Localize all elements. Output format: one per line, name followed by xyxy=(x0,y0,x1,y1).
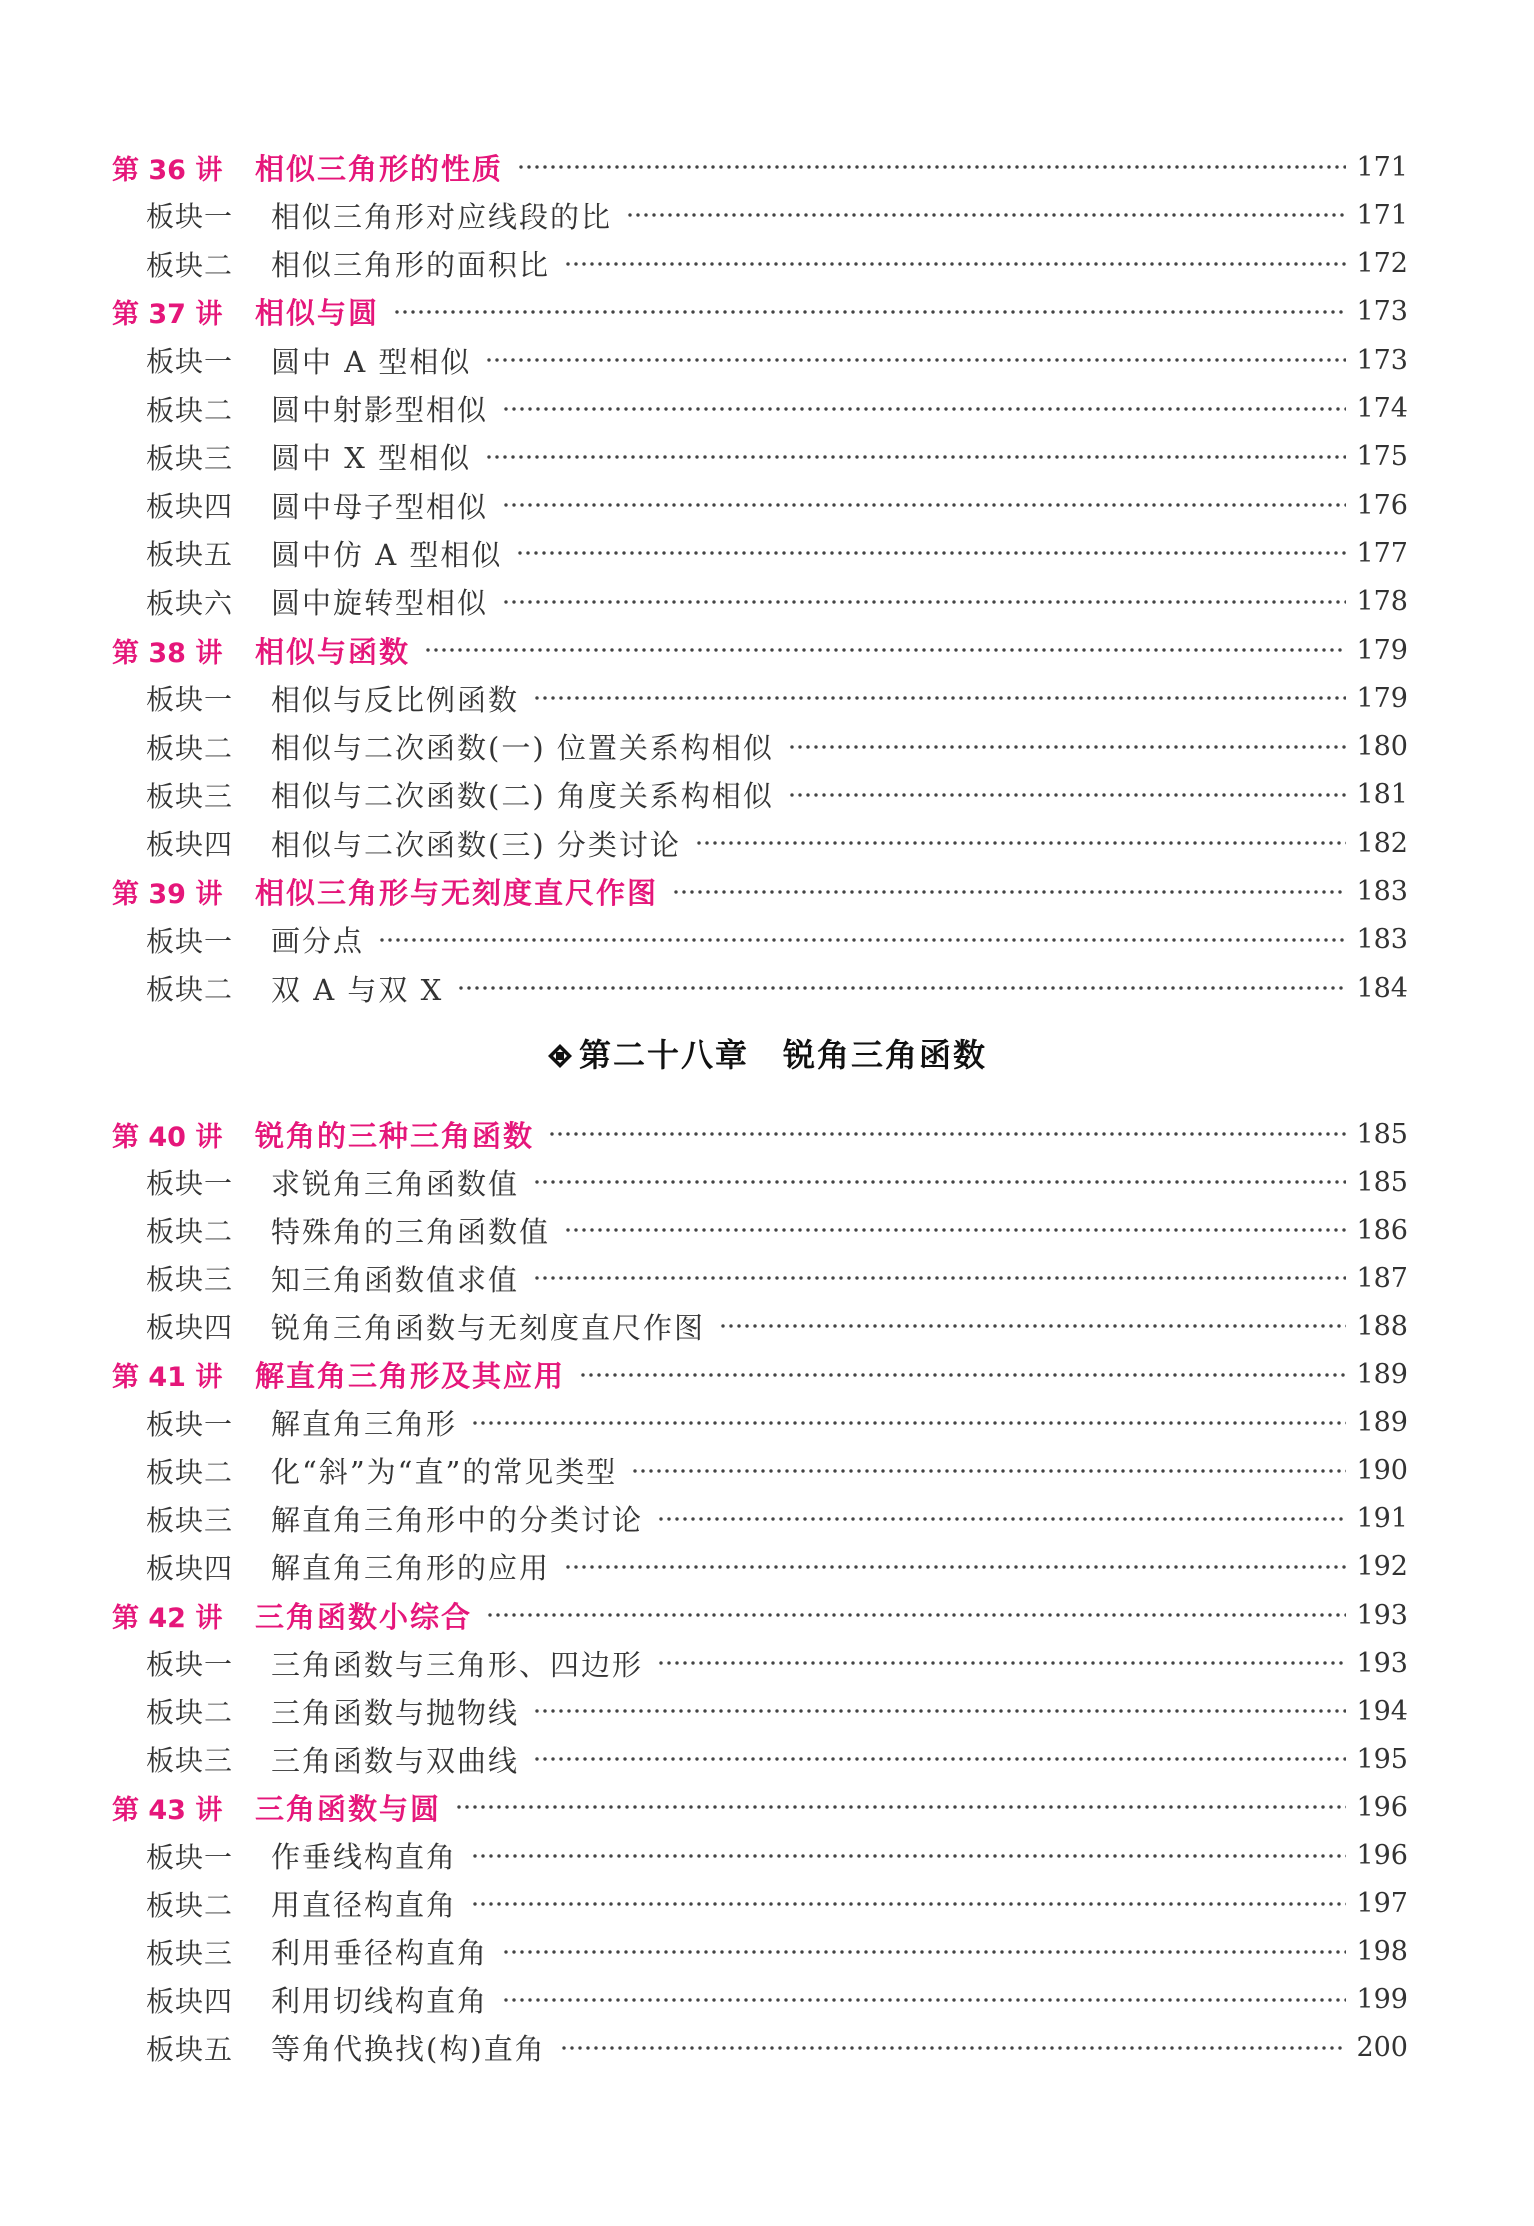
dot-leader xyxy=(502,1949,1346,1955)
page-number: 196 xyxy=(1356,1791,1408,1823)
page-number: 183 xyxy=(1356,924,1408,956)
toc-section-row[interactable] xyxy=(146,1735,1408,1783)
dot-leader xyxy=(564,261,1346,267)
page-number: 195 xyxy=(1356,1743,1408,1775)
toc-section-row[interactable] xyxy=(146,336,1408,384)
toc-section-row[interactable] xyxy=(146,578,1408,626)
toc-lecture-row[interactable] xyxy=(112,1110,1408,1158)
page-number: 185 xyxy=(1356,1118,1408,1150)
entry-number: 板块四 xyxy=(146,828,234,862)
entry-title: 用直径构直角 xyxy=(271,1888,458,1923)
entry-title: 作垂线构直角 xyxy=(271,1840,458,1874)
page-number: 179 xyxy=(1356,634,1408,666)
page-number: 199 xyxy=(1356,1984,1408,2016)
entry-title: 锐角三角函数与无刻度直尺作图 xyxy=(271,1310,706,1345)
dot-leader xyxy=(719,1323,1346,1329)
toc-lecture-row[interactable] xyxy=(112,1783,1408,1831)
dot-leader xyxy=(457,985,1346,991)
entry-number: 第 40 讲 xyxy=(112,1121,223,1153)
entry-number: 第 43 讲 xyxy=(112,1794,223,1826)
page-number: 179 xyxy=(1356,682,1408,714)
dot-leader xyxy=(657,1516,1346,1522)
entry-title: 三角函数小综合 xyxy=(255,1599,473,1634)
toc-section-row[interactable] xyxy=(146,1302,1408,1350)
entry-number: 板块二 xyxy=(146,731,234,765)
entry-number: 板块一 xyxy=(146,924,234,958)
page-number: 198 xyxy=(1356,1936,1408,1968)
dot-leader xyxy=(471,1420,1346,1426)
page-number: 193 xyxy=(1356,1647,1408,1679)
entry-number: 板块二 xyxy=(146,393,234,427)
entry-title: 相似三角形对应线段的比 xyxy=(271,199,613,234)
entry-number: 板块一 xyxy=(146,683,234,717)
entry-title: 三角函数与圆 xyxy=(255,1791,442,1826)
toc-lecture-row[interactable] xyxy=(112,868,1408,916)
entry-title: 圆中 X 型相似 xyxy=(271,441,472,476)
toc-section-row[interactable] xyxy=(146,771,1408,819)
page-number: 186 xyxy=(1356,1214,1408,1246)
page-number: 185 xyxy=(1356,1166,1408,1198)
entry-number: 板块四 xyxy=(146,490,234,524)
page-number: 175 xyxy=(1356,441,1408,473)
toc-section-row[interactable] xyxy=(146,1158,1408,1206)
entry-title: 相似三角形的面积比 xyxy=(271,248,551,283)
entry-number: 板块二 xyxy=(146,1696,234,1730)
entry-title: 相似与二次函数(一) 位置关系构相似 xyxy=(271,731,774,766)
entry-number: 板块三 xyxy=(146,1744,234,1778)
page-number: 174 xyxy=(1356,393,1408,424)
toc-section-row[interactable] xyxy=(146,964,1408,1012)
entry-title: 求锐角三角函数值 xyxy=(271,1166,520,1201)
entry-title: 相似与二次函数(三) 分类讨论 xyxy=(271,827,681,862)
toc-section-row[interactable] xyxy=(146,1543,1408,1591)
chapter-heading xyxy=(0,1030,1534,1076)
dot-leader xyxy=(672,889,1346,895)
dot-leader xyxy=(502,1997,1346,2003)
entry-title: 圆中母子型相似 xyxy=(271,489,489,524)
toc-section-row[interactable] xyxy=(146,1399,1408,1447)
page-number: 189 xyxy=(1356,1407,1408,1439)
entry-number: 板块一 xyxy=(146,1648,234,1682)
entry-number: 第 38 讲 xyxy=(112,637,223,669)
page-number: 172 xyxy=(1356,248,1408,280)
toc-section-row[interactable] xyxy=(146,1495,1408,1543)
toc-section-row[interactable] xyxy=(146,1206,1408,1254)
toc-section-row[interactable] xyxy=(146,1254,1408,1302)
page-number: 171 xyxy=(1356,151,1408,183)
entry-number: 板块三 xyxy=(146,441,234,475)
dot-leader xyxy=(378,937,1346,943)
page-number: 181 xyxy=(1356,779,1408,811)
entry-title: 特殊角的三角函数值 xyxy=(271,1214,551,1249)
entry-title: 相似与函数 xyxy=(255,634,411,669)
entry-number: 第 39 讲 xyxy=(112,879,223,910)
toc-lecture-row[interactable] xyxy=(112,288,1408,336)
page-number: 180 xyxy=(1356,731,1408,763)
dot-leader xyxy=(485,357,1346,363)
dot-leader xyxy=(788,792,1346,798)
page-number: 197 xyxy=(1356,1888,1408,1920)
entry-title: 利用切线构直角 xyxy=(271,1984,489,2019)
entry-title: 圆中旋转型相似 xyxy=(271,586,489,621)
dot-leader xyxy=(516,550,1346,556)
dot-leader xyxy=(579,1372,1346,1378)
toc-section-row[interactable] xyxy=(146,1639,1408,1687)
dot-leader xyxy=(533,1756,1346,1762)
entry-title: 锐角的三种三角函数 xyxy=(255,1118,535,1153)
chapter-title: 第二十八章 锐角三角函数 xyxy=(578,1036,987,1074)
entry-title: 知三角函数值求值 xyxy=(271,1262,520,1297)
diamond-bullet-icon xyxy=(547,1043,573,1069)
entry-number: 板块三 xyxy=(146,1503,234,1537)
entry-title: 画分点 xyxy=(271,924,365,959)
toc-section-row[interactable] xyxy=(146,1687,1408,1735)
page-number: 173 xyxy=(1356,344,1408,376)
toc-section-row[interactable] xyxy=(146,1880,1408,1928)
entry-number: 板块六 xyxy=(146,586,234,620)
entry-title: 相似与圆 xyxy=(255,296,380,331)
toc-lecture-row[interactable] xyxy=(112,1351,1408,1399)
dot-leader xyxy=(471,1901,1346,1907)
dot-leader xyxy=(502,406,1346,412)
toc-lecture-row[interactable] xyxy=(112,1591,1408,1639)
page-number: 194 xyxy=(1356,1695,1408,1727)
toc-section-row[interactable] xyxy=(146,819,1408,867)
toc-section-row[interactable] xyxy=(146,240,1408,288)
dot-leader xyxy=(788,744,1346,750)
entry-number: 板块四 xyxy=(146,1311,234,1345)
dot-leader xyxy=(455,1804,1346,1810)
entry-title: 解直角三角形的应用 xyxy=(271,1551,551,1586)
dot-leader xyxy=(502,599,1346,605)
toc-section-row[interactable] xyxy=(146,191,1408,239)
entry-number: 板块五 xyxy=(146,538,234,572)
page-number: 191 xyxy=(1356,1503,1408,1535)
dot-leader xyxy=(560,2045,1346,2051)
entry-number: 板块五 xyxy=(146,2032,234,2066)
entry-number: 板块三 xyxy=(146,1936,234,1970)
entry-number: 板块三 xyxy=(146,779,234,813)
page-number: 189 xyxy=(1356,1359,1408,1390)
entry-number: 第 37 讲 xyxy=(112,299,223,331)
dot-leader xyxy=(533,1179,1346,1185)
entry-number: 第 36 讲 xyxy=(112,154,223,186)
page-number: 177 xyxy=(1356,537,1408,569)
entry-number: 板块一 xyxy=(146,1167,234,1201)
entry-title: 等角代换找(构)直角 xyxy=(271,2032,546,2067)
dot-leader xyxy=(502,502,1346,508)
toc-section-row[interactable] xyxy=(146,2024,1408,2072)
entry-number: 板块一 xyxy=(146,345,234,379)
entry-title: 圆中仿 A 型相似 xyxy=(271,537,503,572)
toc-section-row[interactable] xyxy=(146,481,1408,529)
page-number: 188 xyxy=(1356,1310,1408,1342)
dot-leader xyxy=(471,1853,1346,1859)
entry-number: 板块一 xyxy=(146,1840,234,1874)
page-number: 184 xyxy=(1356,972,1408,1004)
dot-leader xyxy=(533,695,1346,701)
dot-leader xyxy=(424,647,1346,653)
dot-leader xyxy=(626,212,1346,218)
entry-number: 板块一 xyxy=(146,200,234,234)
entry-title: 相似三角形的性质 xyxy=(255,151,504,186)
toc-section-row[interactable] xyxy=(146,674,1408,722)
dot-leader xyxy=(517,164,1346,170)
entry-number: 板块二 xyxy=(146,1215,234,1249)
entry-number: 板块一 xyxy=(146,1407,234,1441)
toc-section-row[interactable] xyxy=(146,433,1408,481)
dot-leader xyxy=(548,1131,1346,1137)
toc-section-row[interactable] xyxy=(146,1928,1408,1976)
entry-title: 解直角三角形中的分类讨论 xyxy=(271,1503,644,1538)
entry-number: 板块二 xyxy=(146,1888,234,1922)
entry-title: 圆中 A 型相似 xyxy=(271,344,472,379)
entry-title: 化“斜”为“直”的常见类型 xyxy=(271,1455,618,1490)
dot-leader xyxy=(564,1227,1346,1233)
dot-leader xyxy=(657,1660,1346,1666)
entry-title: 相似三角形与无刻度直尺作图 xyxy=(255,876,659,910)
entry-number: 板块二 xyxy=(146,1455,234,1489)
entry-number: 第 42 讲 xyxy=(112,1602,223,1634)
toc-section-row[interactable] xyxy=(146,1832,1408,1880)
entry-title: 圆中射影型相似 xyxy=(271,393,489,427)
dot-leader xyxy=(485,454,1346,460)
entry-number: 第 41 讲 xyxy=(112,1362,223,1393)
entry-number: 板块四 xyxy=(146,1551,234,1585)
entry-title: 解直角三角形及其应用 xyxy=(255,1359,566,1393)
page-number: 193 xyxy=(1356,1599,1408,1631)
page-number: 171 xyxy=(1356,199,1408,231)
page-number: 182 xyxy=(1356,827,1408,859)
toc-section-row[interactable] xyxy=(146,1976,1408,2024)
toc-section-row[interactable] xyxy=(146,1447,1408,1495)
entry-title: 相似与反比例函数 xyxy=(271,682,520,717)
dot-leader xyxy=(393,309,1346,315)
dot-leader xyxy=(695,840,1346,846)
page-number: 176 xyxy=(1356,489,1408,521)
entry-number: 板块二 xyxy=(146,973,234,1007)
entry-title: 利用垂径构直角 xyxy=(271,1936,489,1971)
dot-leader xyxy=(564,1564,1346,1570)
entry-title: 双 A 与双 X xyxy=(271,972,444,1007)
page-number: 183 xyxy=(1356,876,1408,907)
toc-section-row[interactable] xyxy=(146,723,1408,771)
entry-number: 板块二 xyxy=(146,248,234,282)
page-number: 178 xyxy=(1356,586,1408,618)
dot-leader xyxy=(533,1275,1346,1281)
entry-title: 相似与二次函数(二) 角度关系构相似 xyxy=(271,779,774,814)
toc-section-row[interactable] xyxy=(146,529,1408,577)
toc-section-row[interactable] xyxy=(146,385,1408,433)
page-number: 192 xyxy=(1356,1551,1408,1583)
toc-lecture-row[interactable] xyxy=(112,626,1408,674)
dot-leader xyxy=(631,1468,1346,1474)
page-number: 173 xyxy=(1356,296,1408,328)
entry-title: 三角函数与抛物线 xyxy=(271,1695,520,1730)
toc-lecture-row[interactable] xyxy=(112,143,1408,191)
entry-number: 板块四 xyxy=(146,1984,234,2018)
page-number: 200 xyxy=(1356,2032,1408,2064)
dot-leader xyxy=(486,1612,1346,1618)
entry-number: 板块三 xyxy=(146,1263,234,1297)
toc-section-row[interactable] xyxy=(146,916,1408,964)
entry-title: 解直角三角形 xyxy=(271,1407,458,1442)
entry-title: 三角函数与三角形、四边形 xyxy=(271,1647,644,1682)
page-number: 190 xyxy=(1356,1455,1408,1487)
page-number: 187 xyxy=(1356,1262,1408,1294)
dot-leader xyxy=(533,1708,1346,1714)
entry-title: 三角函数与双曲线 xyxy=(271,1743,520,1778)
page-number: 196 xyxy=(1356,1840,1408,1871)
